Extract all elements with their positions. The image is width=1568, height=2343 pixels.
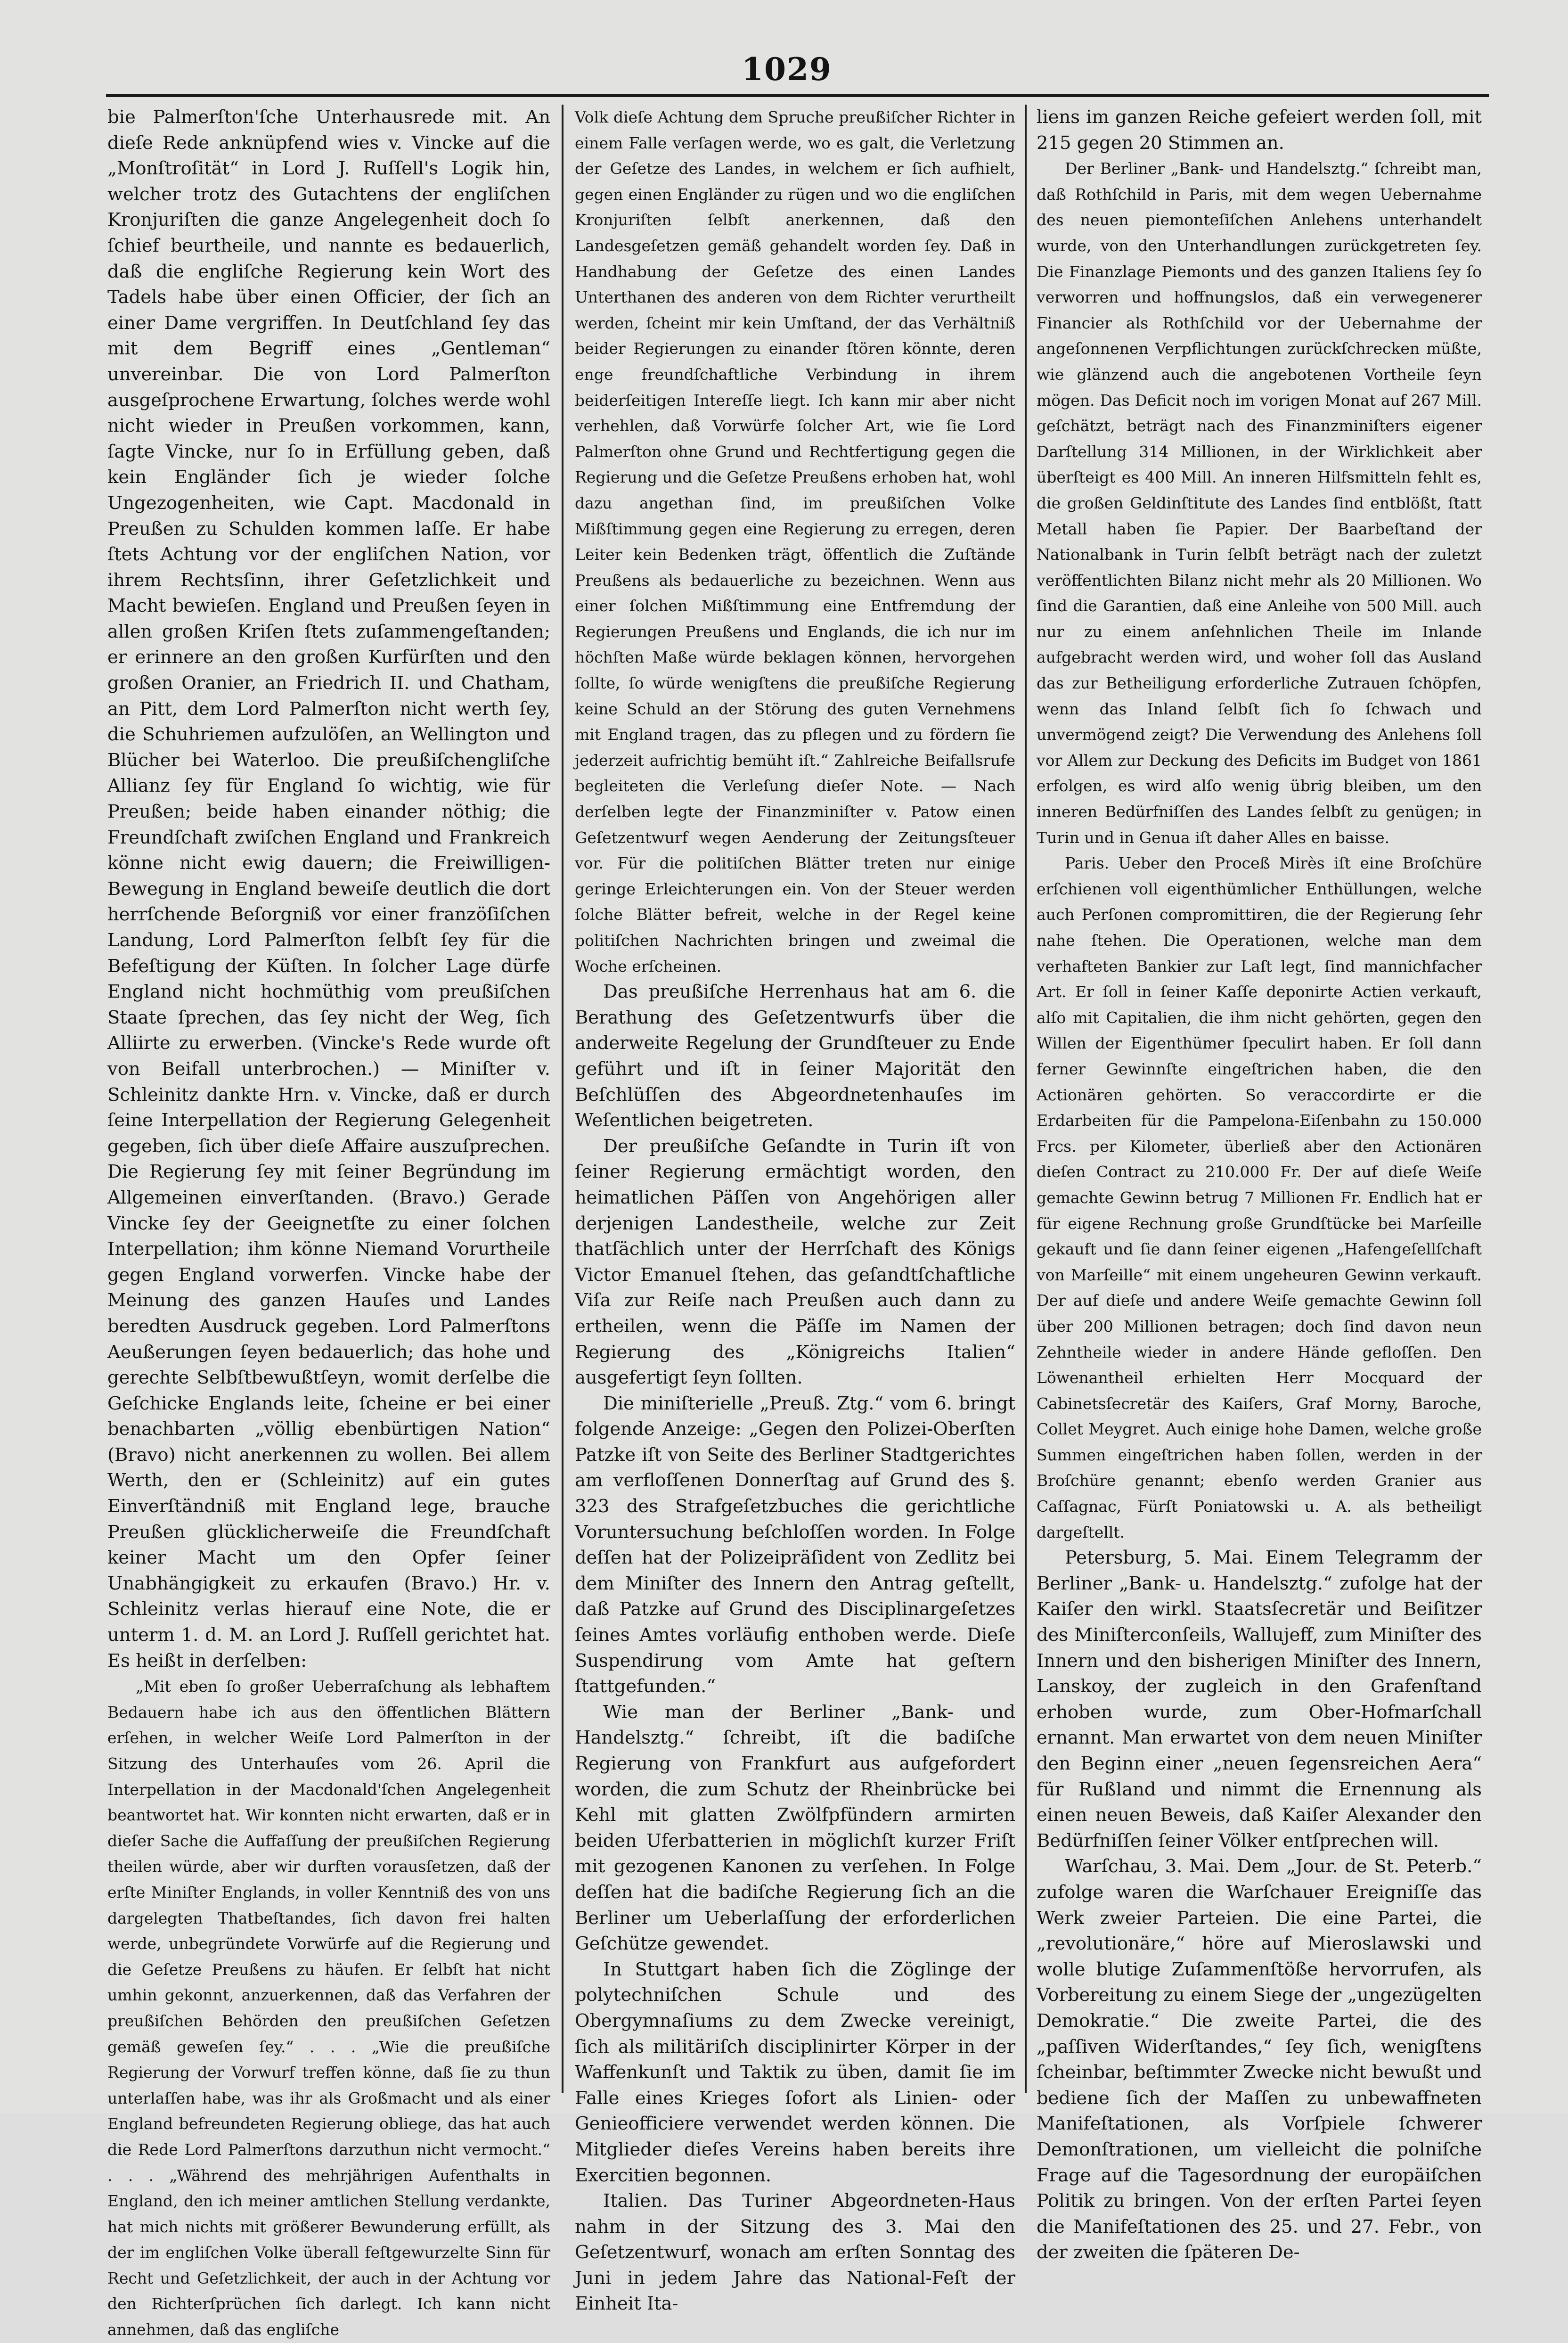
- article-paragraph: Petersburg, 5. Mai. Einem Telegramm der Berliner „Bank- u. Handelsztg.“ zufolge hat der Kaiſer den wirkl. Staatsſecretär und Beiſitzer des Miniſterconſeils, Wallujeff, zum Miniſter des Innern und den bisherigen Miniſter des Innern, Lanskoy, der zugleich in den Grafenſtand erhoben wurde, zum Ober-Hofmarſchall ernannt. Man erwartet von dem neuen Miniſter den Beginn einer „neuen ſegensreichen Aera“ für Rußland und nimmt die Ernennung als einen neuen Beweis, daß Kaiſer Alexander den Bedürfniſſen ſeiner Völker entſprechen will.: [1037, 1547, 1482, 1851]
- page-number: 1029: [742, 51, 832, 88]
- header-rule: [106, 94, 1489, 97]
- quoted-note-paragraph: „Mit eben ſo großer Ueberraſchung als lebhaftem Bedauern habe ich aus den öffentlichen Blättern erſehen, in welcher Weiſe Lord Palmerſton in der Sitzung des Unterhauſes vom 26. April die Interpellation in der Macdonald'ſchen Angelegenheit beantwortet hat. Wir konnten nicht erwarten, daß er in dieſer Sache die Auffaſſung der preußiſchen Regierung theilen würde, aber wir durften vorausſetzen, daß der erſte Miniſter Englands, in voller Kenntniß des von uns dargelegten Thatbeſtandes, ſich davon frei halten werde, unbegründete Vorwürfe auf die Regierung und die Geſetze Preußens zu häufen. Er ſelbſt hat nicht umhin gekonnt, anzuerkennen, daß das Verfahren der preußiſchen Behörden den preußiſchen Geſetzen gemäß geweſen ſey.“ . . . „Wie die preußiſche Regierung der Vorwurf treffen könne, daß ſie zu thun unterlaſſen habe, was ihr als Großmacht und als einer England befreundeten Regierung obliege, das hat auch die Rede Lord Palmerſtons darzuthun nicht vermocht.“ . . . „Während des mehrjährigen Aufenthalts in England, den ich meiner amtlichen Stellung verdankte, hat mich nichts mit größerer Bewunderung erfüllt, als der im engliſchen Volke überall feſtgewurzelte Sinn für Recht und Geſetzlichkeit, der auch in der Achtung vor den Richterſprüchen ſich darlegt. Ich kann nicht annehmen, daß das engliſche: [107, 1677, 550, 2339]
- column-divider: [1025, 105, 1027, 2093]
- article-paragraph: Warſchau, 3. Mai. Dem „Jour. de St. Peterb.“ zufolge waren die Warſchauer Ereigniſſe das Werk zweier Parteien. Die eine Partei, die „revolutionäre,“ höre auf Mieroslawski und wolle blutige Zuſammenſtöße hervorrufen, als Vorbereitung zu einem Siege der „ungezügelten Demokratie.“ Die zweite Partei, die des „paſſiven Widerſtandes,“ ſey ſich, wenigſtens ſcheinbar, beſtimmter Zwecke nicht bewußt und bediene ſich der Maſſen zu unbewaffneten Manifeſtationen, als Vorſpiele ſchwerer Demonſtrationen, um vielleicht die polniſche Frage auf die Tagesordnung der europäiſchen Politik zu bringen. Von der erſten Partei ſeyen die Manifeſtationen des 25. und 27. Febr., von der zweiten die ſpäteren De-: [1037, 1856, 1482, 2263]
- article-paragraph: Paris. Ueber den Proceß Mirès iſt eine Broſchüre erſchienen voll eigenthümlicher Enthüllungen, welche auch Perſonen compromittiren, die der Regierung ſehr nahe ſtehen. Die Operationen, welche man dem verhafteten Bankier zur Laſt legt, ſind mannichfacher Art. Er ſoll in ſeiner Kaſſe deponirte Actien verkauft, alſo mit Capitalien, die ihm nicht gehörten, gegen den Willen der Eigenthümer ſpeculirt haben. Er ſoll dann ferner Gewinnſte eingeſtrichen haben, die den Actionären gehörten. So veraccordirte er die Erdarbeiten für die Pampelona-Eiſenbahn zu 150.000 Frcs. per Kilometer, überließ aber den Actionären dieſen Contract zu 210.000 Fr. Der auf dieſe Weiſe gemachte Gewinn betrug 7 Millionen Fr. Endlich hat er für eigene Rechnung große Grundſtücke bei Marſeille gekauft und ſie dann ſeiner eigenen „Hafengeſellſchaft von Marſeille“ mit einem ungeheuren Gewinn verkauft. Der auf dieſe und andere Weiſe gemachte Gewinn ſoll über 200 Millionen betragen; doch ſind davon neun Zehntheile wieder in andere Hände gefloſſen. Den Löwenantheil erhielten Herr Mocquard der Cabinetsſecretär des Kaiſers, Graf Morny, Baroche, Collet Meygret. Auch einige hohe Damen, welche große Summen eingeſtrichen haben ſollen, werden in der Broſchüre genannt; ebenſo werden Granier aus Caſſagnac, Fürſt Poniatowski u. A. als betheiligt dargeſtellt.: [1037, 854, 1482, 1541]
- article-paragraph: Italien. Das Turiner Abgeordneten-Haus nahm in der Sitzung des 3. Mai den Geſetzentwurf, wonach am erſten Sonntag des Juni in jedem Jahre das National-Feſt der Einheit Ita-: [575, 2190, 1015, 2315]
- column-2: [575, 105, 1015, 2315]
- column-divider: [562, 105, 564, 2093]
- quoted-note-paragraph: Volk dieſe Achtung dem Spruche preußiſcher Richter in einem Falle verſagen werde, wo es galt, die Verletzung der Geſetze des Landes, in welchem er ſich aufhielt, gegen einen Engländer zu rügen und wo die engliſchen Kronjuriſten ſelbſt anerkennen, daß den Landesgeſetzen gemäß gehandelt worden ſey. Daß in Handhabung der Geſetze des einen Landes Unterthanen des anderen von dem Richter verurtheilt werden, ſcheint mir kein Umſtand, der das Verhältniß beider Regierungen zu einander ſtören könnte, deren enge freundſchaftliche Verbindung in ihrem beiderſeitigen Intereſſe liegt. Ich kann mir aber nicht verhehlen, daß Vorwürfe ſolcher Art, wie ſie Lord Palmerſton ohne Grund und Rechtfertigung gegen die Regierung und die Geſetze Preußens erhoben hat, wohl dazu angethan ſind, im preußiſchen Volke Mißſtimmung gegen eine Regierung zu erregen, deren Leiter kein Bedenken trägt, öffentlich die Zuſtände Preußens als bedauerliche zu bezeichnen. Wenn aus einer ſolchen Mißſtimmung eine Entfremdung der Regierungen Preußens und Englands, die ich nur im höchſten Maße würde beklagen können, hervorgehen ſollte, ſo würde wenigſtens die preußiſche Regierung keine Schuld an der Störung des guten Vernehmens mit England tragen, das zu pflegen und zu fördern ſie jederzeit aufrichtig bemüht iſt.“ Zahlreiche Beifallsrufe begleiteten die Verleſung dieſer Note. — Nach derſelben legte der Finanzminiſter v. Patow einen Geſetzentwurf wegen Aenderung der Zeitungsſteuer vor. Für die politiſchen Blätter treten nur einige geringe Erleichterungen ein. Von der Steuer werden ſolche Blätter befreit, welche in der Regel keine politiſchen Nachrichten bringen und zweimal die Woche erſcheinen.: [575, 108, 1015, 975]
- article-paragraph: Das preußiſche Herrenhaus hat am 6. die Berathung des Geſetzentwurfs über die anderweite Regelung der Grundſteuer zu Ende geführt und iſt in ſeiner Majorität den Beſchlüſſen des Abgeordnetenhauſes im Weſentlichen beigetreten.: [575, 981, 1015, 1131]
- article-paragraph: Der preußiſche Geſandte in Turin iſt von ſeiner Regierung ermächtigt worden, den heimatlichen Päſſen von Angehörigen aller derjenigen Landestheile, welche zur Zeit thatſächlich unter der Herrſchaft des Königs Victor Emanuel ſtehen, das geſandtſchaftliche Viſa zur Reiſe nach Preußen auch dann zu ertheilen, wenn die Päſſe im Namen der Regierung des „Königreichs Italien“ ausgefertigt ſeyn ſollten.: [575, 1135, 1015, 1389]
- column-1: [107, 105, 550, 2339]
- article-paragraph: In Stuttgart haben ſich die Zöglinge der polytechniſchen Schule und des Obergymnaſiums zu dem Zwecke vereinigt, ſich als militäriſch disciplinirter Körper in der Waffenkunſt und Taktik zu üben, damit ſie im Falle eines Krieges ſofort als Linien- oder Genieofficiere verwendet werden können. Die Mitglieder dieſes Vereins haben bereits ihre Exercitien begonnen.: [575, 1958, 1015, 2186]
- article-paragraph: bie Palmerſton'ſche Unterhausrede mit. An dieſe Rede anknüpfend wies v. Vincke auf die „Monſtroſität“ in Lord J. Ruſſell's Logik hin, welcher trotz des Gutachtens der engliſchen Kronjuriſten die ganze Angelegenheit doch ſo ſchief beurtheile, und nannte es bedauerlich, daß die engliſche Regierung kein Wort des Tadels habe über einen Officier, der ſich an einer Dame vergriffen. In Deutſchland ſey das mit dem Begriff eines „Gentleman“ unvereinbar. Die von Lord Palmerſton ausgeſprochene Erwartung, ſolches werde wohl nicht wieder in Preußen vorkommen, kann, ſagte Vincke, nur ſo in Erfüllung geben, daß kein Engländer ſich je wieder ſolche Ungezogenheiten, wie Capt. Macdonald in Preußen zu Schulden kommen laſſe. Er habe ſtets Achtung vor der engliſchen Nation, vor ihrem Rechtsſinn, ihrer Geſetzlichkeit und Macht bewieſen. England und Preußen ſeyen in allen großen Kriſen ſtets zuſammengeſtanden; er erinnere an den großen Kurfürſten und den großen Oranier, an Friedrich II. und Chatham, an Pitt, dem Lord Palmerſton nicht werth ſey, die Schuhriemen aufzulöſen, an Wellington und Blücher bei Waterloo. Die preußiſchengliſche Allianz ſey für England ſo wichtig, wie für Preußen; beide haben einander nöthig; die Freundſchaft zwiſchen England und Frankreich könne nicht ewig dauern; die Freiwilligen-Bewegung in England beweiſe deutlich die dort herrſchende Beſorgniß vor einer franzöſiſchen Landung, Lord Palmerſton ſelbſt ſey für die Befeſtigung der Küſten. In ſolcher Lage dürfe England nicht hochmüthig vom preußiſchen Staate ſprechen, das ſey nicht der Weg, ſich Alliirte zu erwerben. (Vincke's Rede wurde oft von Beifall unterbrochen.) — Miniſter v. Schleinitz dankte Hrn. v. Vincke, daß er durch ſeine Interpellation der Regierung Gelegenheit gegeben, ſich über dieſe Affaire auszuſprechen. Die Regierung ſey mit ſeiner Begründung im Allgemeinen einverſtanden. (Bravo.) Gerade Vincke ſey der Geeignetſte zu einer ſolchen Interpellation; ihm könne Niemand Vorurtheile gegen England vorwerfen. Vincke habe der Meinung des ganzen Hauſes und Landes beredten Ausdruck gegeben. Lord Palmerſtons Aeußerungen ſeyen bedauerlich; das hohe und gerechte Selbſtbewußtſeyn, womit derſelbe die Geſchicke Englands leite, ſcheine er bei einer benachbarten „völlig ebenbürtigen Nation“ (Bravo) nicht anerkennen zu wollen. Bei allem Werth, den er (Schleinitz) auf ein gutes Einverſtändniß mit England lege, brauche Preußen glücklicherweiſe die Freundſchaft keiner Macht um den Opfer ſeiner Unabhängigkeit zu erkaufen (Bravo.) Hr. v. Schleinitz verlas hierauf eine Note, die er unterm 1. d. M. an Lord J. Ruſſell gerichtet hat. Es heißt in derſelben:: [107, 106, 550, 1671]
- article-paragraph: Die miniſterielle „Preuß. Ztg.“ vom 6. bringt folgende Anzeige: „Gegen den Polizei-Oberſten Patzke iſt von Seite des Berliner Stadtgerichtes am verfloſſenen Donnerſtag auf Grund des §. 323 des Strafgeſetzbuches die gerichtliche Voruntersuchung beſchloſſen worden. In Folge deſſen hat der Polizeipräſident von Zedlitz bei dem Miniſter des Innern den Antrag geſtellt, daß Patzke auf Grund des Disciplinargeſetzes ſeines Amtes vorläufig enthoben werde. Dieſe Suspendirung vom Amte hat geſtern ſtattgefunden.“: [575, 1393, 1015, 1697]
- column-3: [1037, 105, 1482, 2263]
- article-paragraph: Der Berliner „Bank- und Handelsztg.“ ſchreibt man, daß Rothſchild in Paris, mit dem wegen Uebernahme des neuen piemonteſiſchen Anlehens unterhandelt wurde, von den Unterhandlungen zurückgetreten ſey. Die Finanzlage Piemonts und des ganzen Italiens ſey ſo verworren und hoffnungslos, daß ein verwegenerer Financier als Rothſchild vor der Uebernahme der angeſonnenen Verpflichtungen zurückſchrecken müßte, wie glänzend auch die angebotenen Vortheile ſeyn mögen. Das Deficit noch im vorigen Monat auf 267 Mill. geſchätzt, beträgt nach des Finanzminiſters eigener Darſtellung 314 Millionen, in der Wirklichkeit aber überſteigt es 400 Mill. An inneren Hilfsmitteln fehlt es, die großen Geldinſtitute des Landes ſind entblößt, ſtatt Metall haben ſie Papier. Der Baarbeſtand der Nationalbank in Turin ſelbſt beträgt nach der zuletzt veröffentlichten Bilanz nicht mehr als 20 Millionen. Wo ſind die Garantien, daß eine Anleihe von 500 Mill. auch nur zu einem anſehnlichen Theile im Inlande aufgebracht werden wird, und woher ſoll das Ausland das zur Betheiligung erforderliche Zutrauen ſchöpfen, wenn das Inland ſelbſt ſich ſo ſchwach und unvermögend zeigt? Die Verwendung des Anlehens ſoll vor Allem zur Deckung des Deficits im Budget von 1861 erfolgen, es wird alſo wenig übrig bleiben, um den inneren Bedürfniſſen des Landes ſelbſt zu genügen; in Turin und in Genua iſt daher Alles en baisse.: [1037, 159, 1482, 847]
- article-paragraph: liens im ganzen Reiche gefeiert werden ſoll, mit 215 gegen 20 Stimmen an.: [1037, 106, 1482, 154]
- article-paragraph: Wie man der Berliner „Bank- und Handelsztg.“ ſchreibt, iſt die badiſche Regierung von Frankfurt aus aufgefordert worden, die zum Schutz der Rheinbrücke bei Kehl mit glatten Zwölfpfündern armirten beiden Uferbatterien in möglichſt kurzer Friſt mit gezogenen Kanonen zu verſehen. In Folge deſſen hat die badiſche Regierung ſich an die Berliner um Ueberlaſſung der erforderlichen Geſchütze gewendet.: [575, 1701, 1015, 1955]
